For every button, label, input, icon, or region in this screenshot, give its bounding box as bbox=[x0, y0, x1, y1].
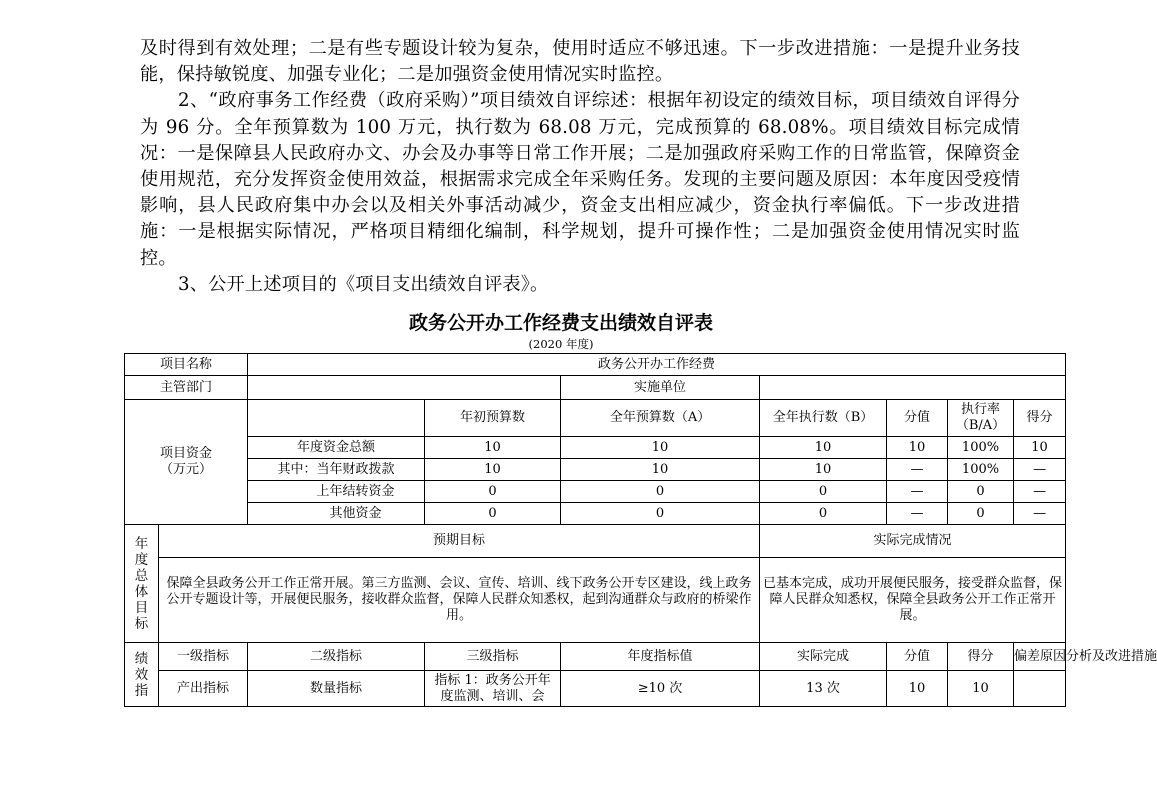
side-char: 标 bbox=[134, 615, 149, 632]
indicator-cell: 产出指标 bbox=[159, 671, 248, 707]
indicator-header-row bbox=[125, 643, 1066, 671]
table-year: (2020 年度) bbox=[528, 337, 594, 351]
funds-cell: 0 bbox=[425, 503, 561, 525]
indicator-header: 偏差原因分析及改进措施 bbox=[1014, 643, 1066, 671]
impl-value bbox=[760, 376, 1066, 400]
funds-header-rate bbox=[948, 400, 1014, 437]
funds-row bbox=[125, 459, 1066, 481]
funds-cell: 0 bbox=[948, 481, 1014, 503]
funds-cell: 10 bbox=[760, 459, 887, 481]
funds-cell: — bbox=[1014, 459, 1066, 481]
actual-completion-text: 已基本完成，成功开展便民服务，接受群众监督，保障人民群众知悉权，保障全县政务公开工作正常开展。 bbox=[760, 558, 1066, 643]
funds-row bbox=[125, 481, 1066, 503]
funds-label bbox=[125, 400, 248, 525]
funds-cell: — bbox=[887, 503, 948, 525]
indicator-cell: 10 bbox=[887, 671, 948, 707]
funds-header: 全年执行数（B） bbox=[760, 400, 887, 437]
funds-cell: 10 bbox=[561, 459, 760, 481]
body-text bbox=[140, 36, 1020, 298]
funds-cell: 10 bbox=[1014, 437, 1066, 459]
project-name-label: 项目名称 bbox=[125, 354, 248, 376]
funds-row-label: 其中：当年财政拨款 bbox=[248, 459, 425, 481]
side-char: 总 bbox=[134, 567, 149, 584]
goals-body-row bbox=[125, 558, 1066, 643]
impl-label: 实施单位 bbox=[561, 376, 760, 400]
side-char: 体 bbox=[134, 583, 149, 600]
indicator-header: 实际完成 bbox=[760, 643, 887, 671]
goals-header-row bbox=[125, 525, 1066, 558]
funds-label-line2: （万元） bbox=[160, 462, 213, 477]
funds-cell: 10 bbox=[425, 437, 561, 459]
indicator-side-label bbox=[125, 643, 159, 707]
funds-row bbox=[125, 503, 1066, 525]
indicator-row bbox=[125, 671, 1066, 707]
funds-cell: 10 bbox=[561, 437, 760, 459]
funds-cell: — bbox=[887, 459, 948, 481]
funds-cell: 100% bbox=[948, 459, 1014, 481]
table-title: 政务公开办工作经费支出绩效自评表 bbox=[408, 312, 713, 334]
funds-cell: 0 bbox=[760, 503, 887, 525]
funds-cell: — bbox=[887, 481, 948, 503]
dept-value bbox=[248, 376, 561, 400]
goals-side-label bbox=[125, 525, 159, 643]
funds-header-row bbox=[125, 400, 1066, 437]
indicator-header: 三级指标 bbox=[425, 643, 561, 671]
side-char: 目 bbox=[134, 599, 149, 616]
side-char: 年 bbox=[134, 535, 149, 552]
funds-row bbox=[125, 437, 1066, 459]
indicator-header: 得分 bbox=[948, 643, 1014, 671]
funds-header: 全年预算数（A） bbox=[561, 400, 760, 437]
indicator-header: 分值 bbox=[887, 643, 948, 671]
expected-goal-header: 预期目标 bbox=[159, 525, 760, 558]
indicator-cell: 13 次 bbox=[760, 671, 887, 707]
indicator-cell: 指标 1：政务公开年度监测、培训、会 bbox=[425, 671, 561, 707]
funds-header: 得分 bbox=[1014, 400, 1066, 437]
dept-label: 主管部门 bbox=[125, 376, 248, 400]
performance-table bbox=[124, 353, 1157, 707]
indicator-header: 二级指标 bbox=[248, 643, 425, 671]
indicator-cell: ≥10 次 bbox=[561, 671, 760, 707]
funds-cell: — bbox=[1014, 481, 1066, 503]
funds-cell: 0 bbox=[561, 503, 760, 525]
indicator-header: 一级指标 bbox=[159, 643, 248, 671]
actual-completion-header: 实际完成情况 bbox=[760, 525, 1066, 558]
rate-header-line2: （B/A） bbox=[955, 418, 1006, 433]
funds-header: 年初预算数 bbox=[425, 400, 561, 437]
funds-cell: 10 bbox=[425, 459, 561, 481]
funds-header-blank bbox=[248, 400, 425, 437]
side-char: 效 bbox=[134, 666, 149, 683]
indicator-cell: 10 bbox=[948, 671, 1014, 707]
side-char: 度 bbox=[134, 551, 149, 568]
funds-cell: 10 bbox=[760, 437, 887, 459]
funds-row-label: 上年结转资金 bbox=[248, 481, 425, 503]
side-char: 绩 bbox=[134, 650, 149, 667]
indicator-cell bbox=[1014, 671, 1066, 707]
paragraph-1: 及时得到有效处理；二是有些专题设计较为复杂，使用时适应不够迅速。下一步改进措施：一是提升业务技能，保持敏锐度、加强专业化；二是加强资金使用情况实时监控。 bbox=[140, 38, 1020, 86]
paragraph-2: 2、“政府事务工作经费（政府采购）”项目绩效自评综述：根据年初设定的绩效目标，项目绩效自评得分为 96 分。全年预算数为 100 万元，执行数为 68.08 万元，完成预算的 68.08%。项目绩效目标完成情况：一是保障县人民政府办文、办会及办事等日常工作开展；二是加强政府采购工作的日常监管，保障资金使用规范，充分发挥资金使用效益，根据需求完成全年采购任务。发现的主要问题及原因：本年度因受疫情影响，县人民政府集中办会以及相关外事活动减少，资金支出相应减少，资金执行率偏低。下一步改进措施：一是根据实际情况，严格项目精细化编制，科学规划，提升可操作性；二是加强资金使用情况实时监控。 bbox=[140, 90, 1020, 269]
dept-row bbox=[125, 376, 1066, 400]
project-name-value: 政务公开办工作经费 bbox=[248, 354, 1066, 376]
funds-row-label: 其他资金 bbox=[248, 503, 425, 525]
funds-cell: — bbox=[1014, 503, 1066, 525]
funds-cell: 0 bbox=[760, 481, 887, 503]
funds-header: 分值 bbox=[887, 400, 948, 437]
project-name-row bbox=[125, 354, 1066, 376]
funds-cell: 0 bbox=[948, 503, 1014, 525]
paragraph-3: 3、公开上述项目的《项目支出绩效自评表》。 bbox=[178, 273, 549, 295]
indicator-header: 年度指标值 bbox=[561, 643, 760, 671]
funds-row-label: 年度资金总额 bbox=[248, 437, 425, 459]
expected-goal-text: 保障全县政务公开工作正常开展。第三方监测、会议、宣传、培训、线下政务公开专区建设，线上政务公开专题设计等，开展便民服务，接收群众监督，保障人民群众知悉权，起到沟通群众与政府的桥梁作用。 bbox=[159, 558, 760, 643]
funds-cell: 100% bbox=[948, 437, 1014, 459]
funds-cell: 0 bbox=[425, 481, 561, 503]
indicator-cell: 数量指标 bbox=[248, 671, 425, 707]
funds-label-line1: 项目资金 bbox=[160, 446, 213, 461]
funds-cell: 0 bbox=[561, 481, 760, 503]
rate-header-line1: 执行率 bbox=[961, 402, 1001, 417]
side-char: 指 bbox=[134, 682, 149, 699]
funds-cell: 10 bbox=[887, 437, 948, 459]
